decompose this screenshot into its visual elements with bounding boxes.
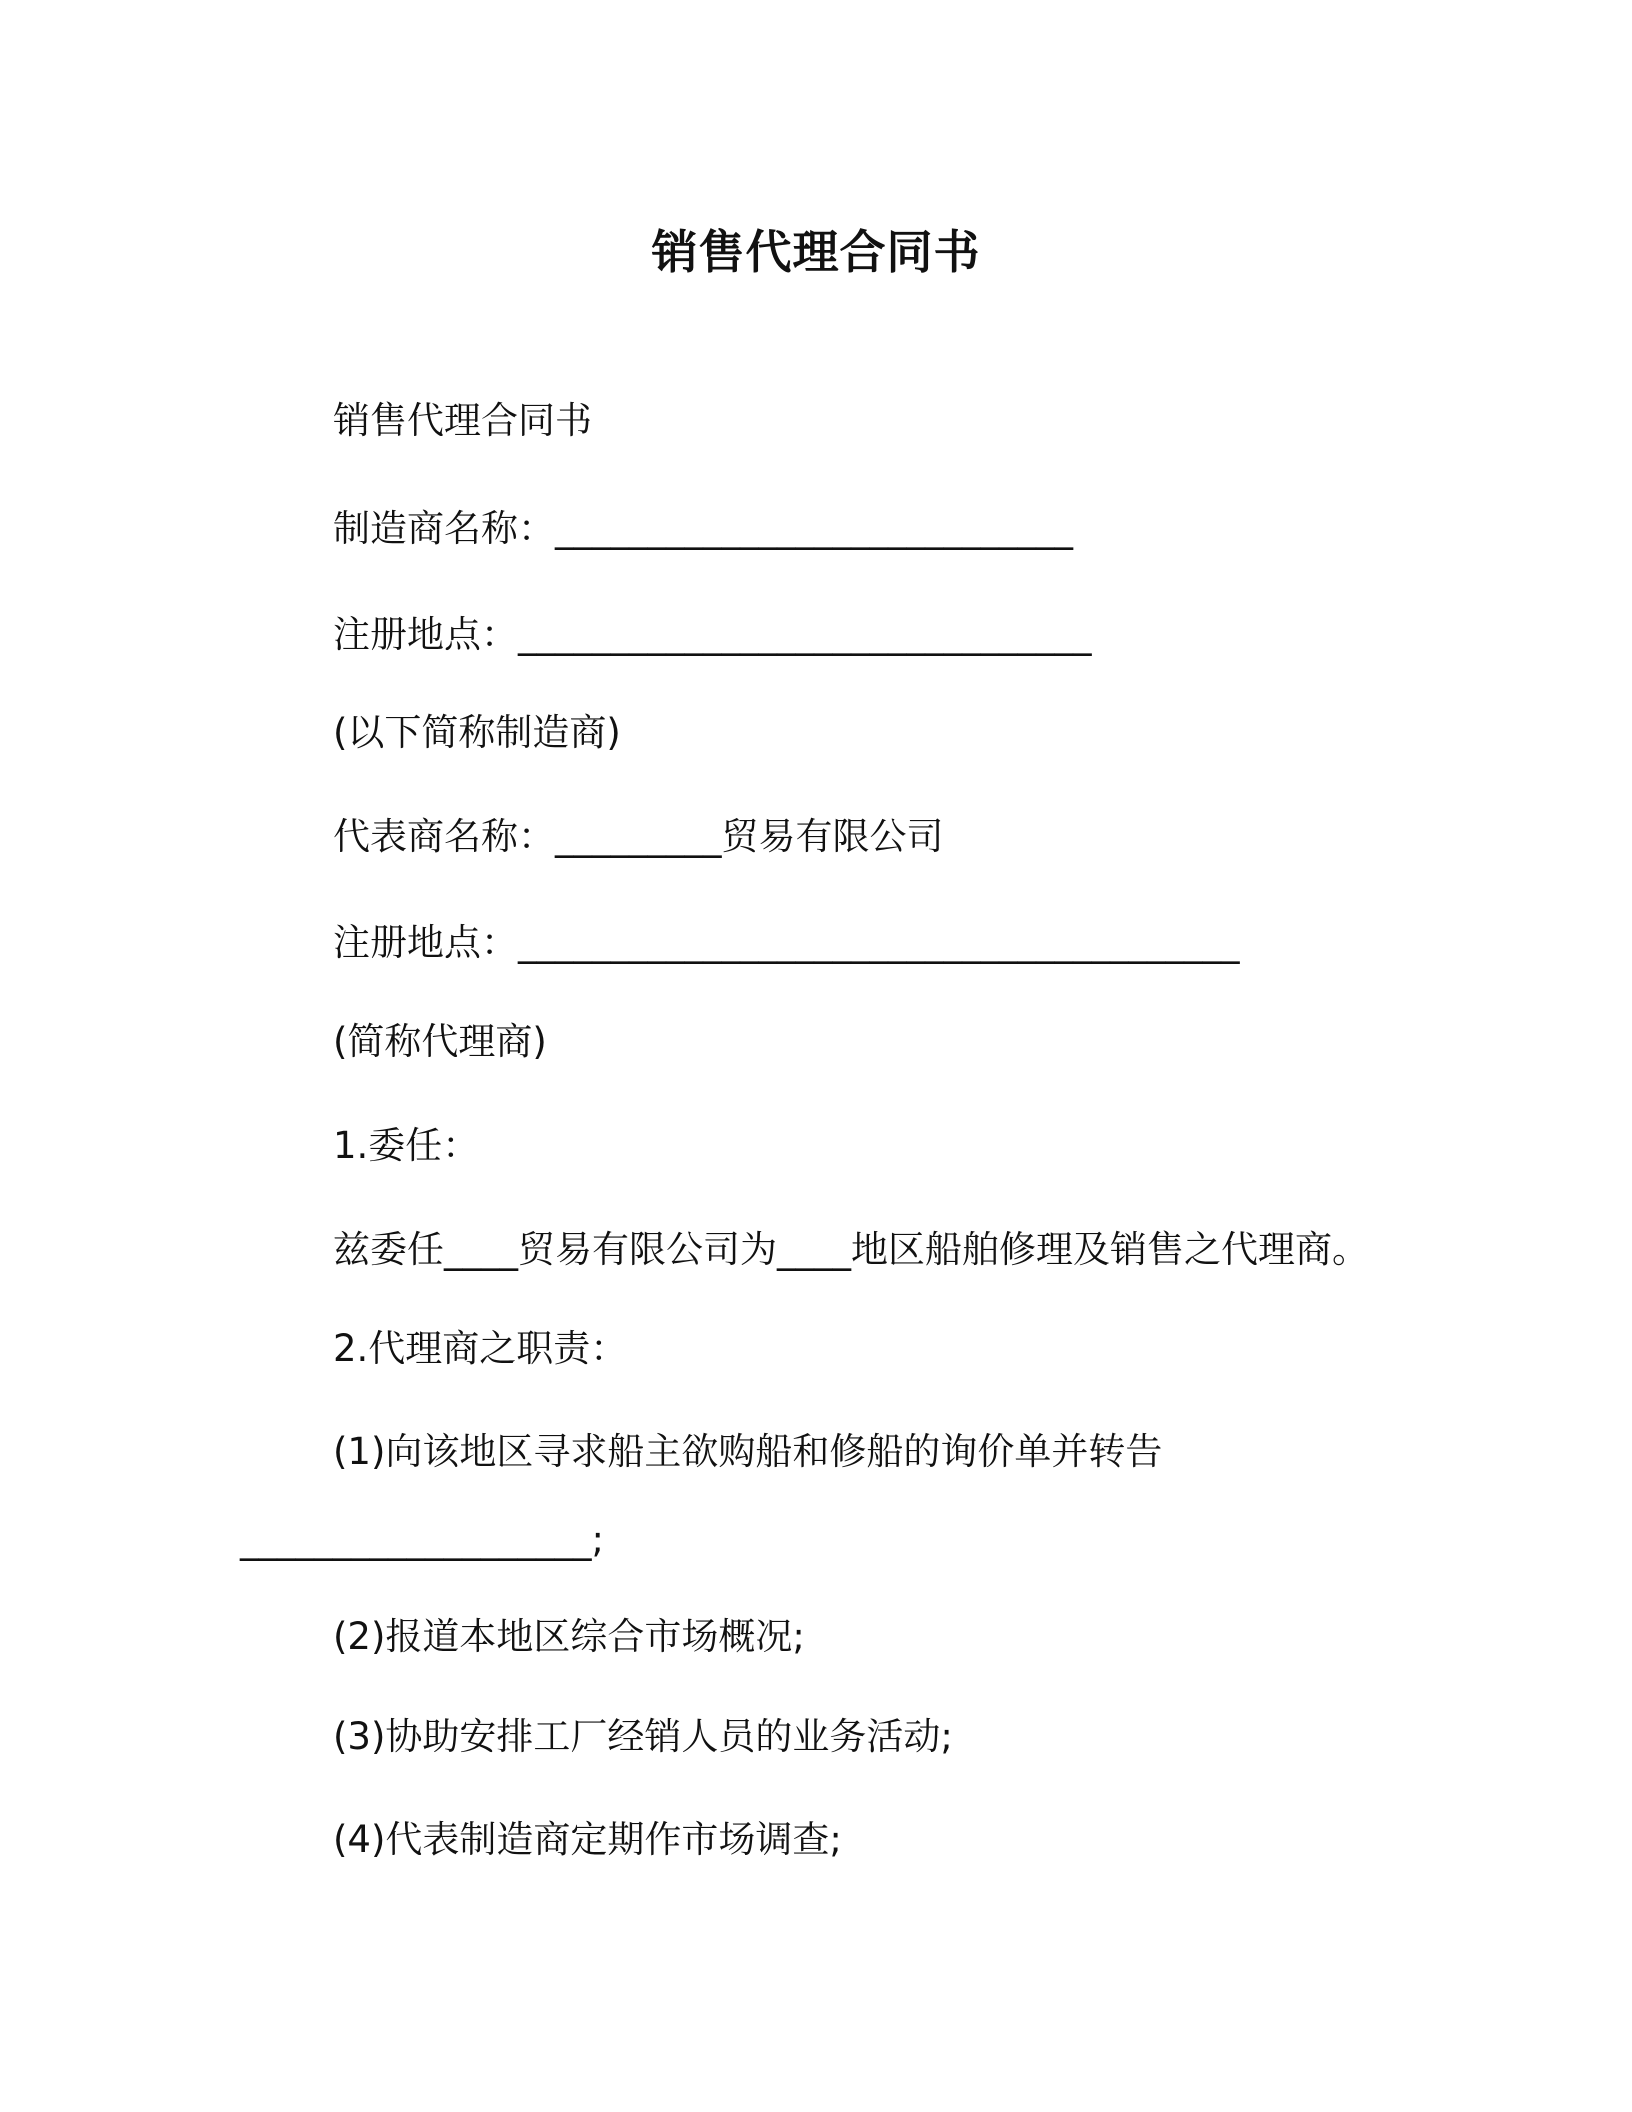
duty-item-2: (2)报道本地区综合市场概况; <box>333 1615 805 1658</box>
agent-address-line: 注册地点：_______________________________________ <box>333 921 1240 964</box>
agent-name-line: 代表商名称：_________贸易有限公司 <box>333 815 944 858</box>
section-1-heading: 1.委任： <box>333 1124 480 1167</box>
document-title: 销售代理合同书 <box>651 225 981 279</box>
manufacturer-abbrev-line: (以下简称制造商) <box>333 711 621 754</box>
duty-item-3: (3)协助安排工厂经销人员的业务活动; <box>333 1715 953 1758</box>
manufacturer-name-line: 制造商名称：____________________________ <box>333 507 1073 550</box>
appointment-clause: 兹委任____贸易有限公司为____地区船舶修理及销售之代理商。 <box>333 1228 1369 1271</box>
agent-abbrev-line: (简称代理商) <box>333 1020 547 1063</box>
section-2-heading: 2.代理商之职责： <box>333 1327 628 1370</box>
duty-item-4: (4)代表制造商定期作市场调查; <box>333 1818 842 1861</box>
duty-item-1: (1)向该地区寻求船主欲购船和修船的询价单并转告 <box>333 1430 1163 1473</box>
subtitle-line: 销售代理合同书 <box>333 399 592 442</box>
duty-item-1-continued: ___________________; <box>240 1518 604 1561</box>
manufacturer-address-line: 注册地点：_______________________________ <box>333 613 1092 656</box>
